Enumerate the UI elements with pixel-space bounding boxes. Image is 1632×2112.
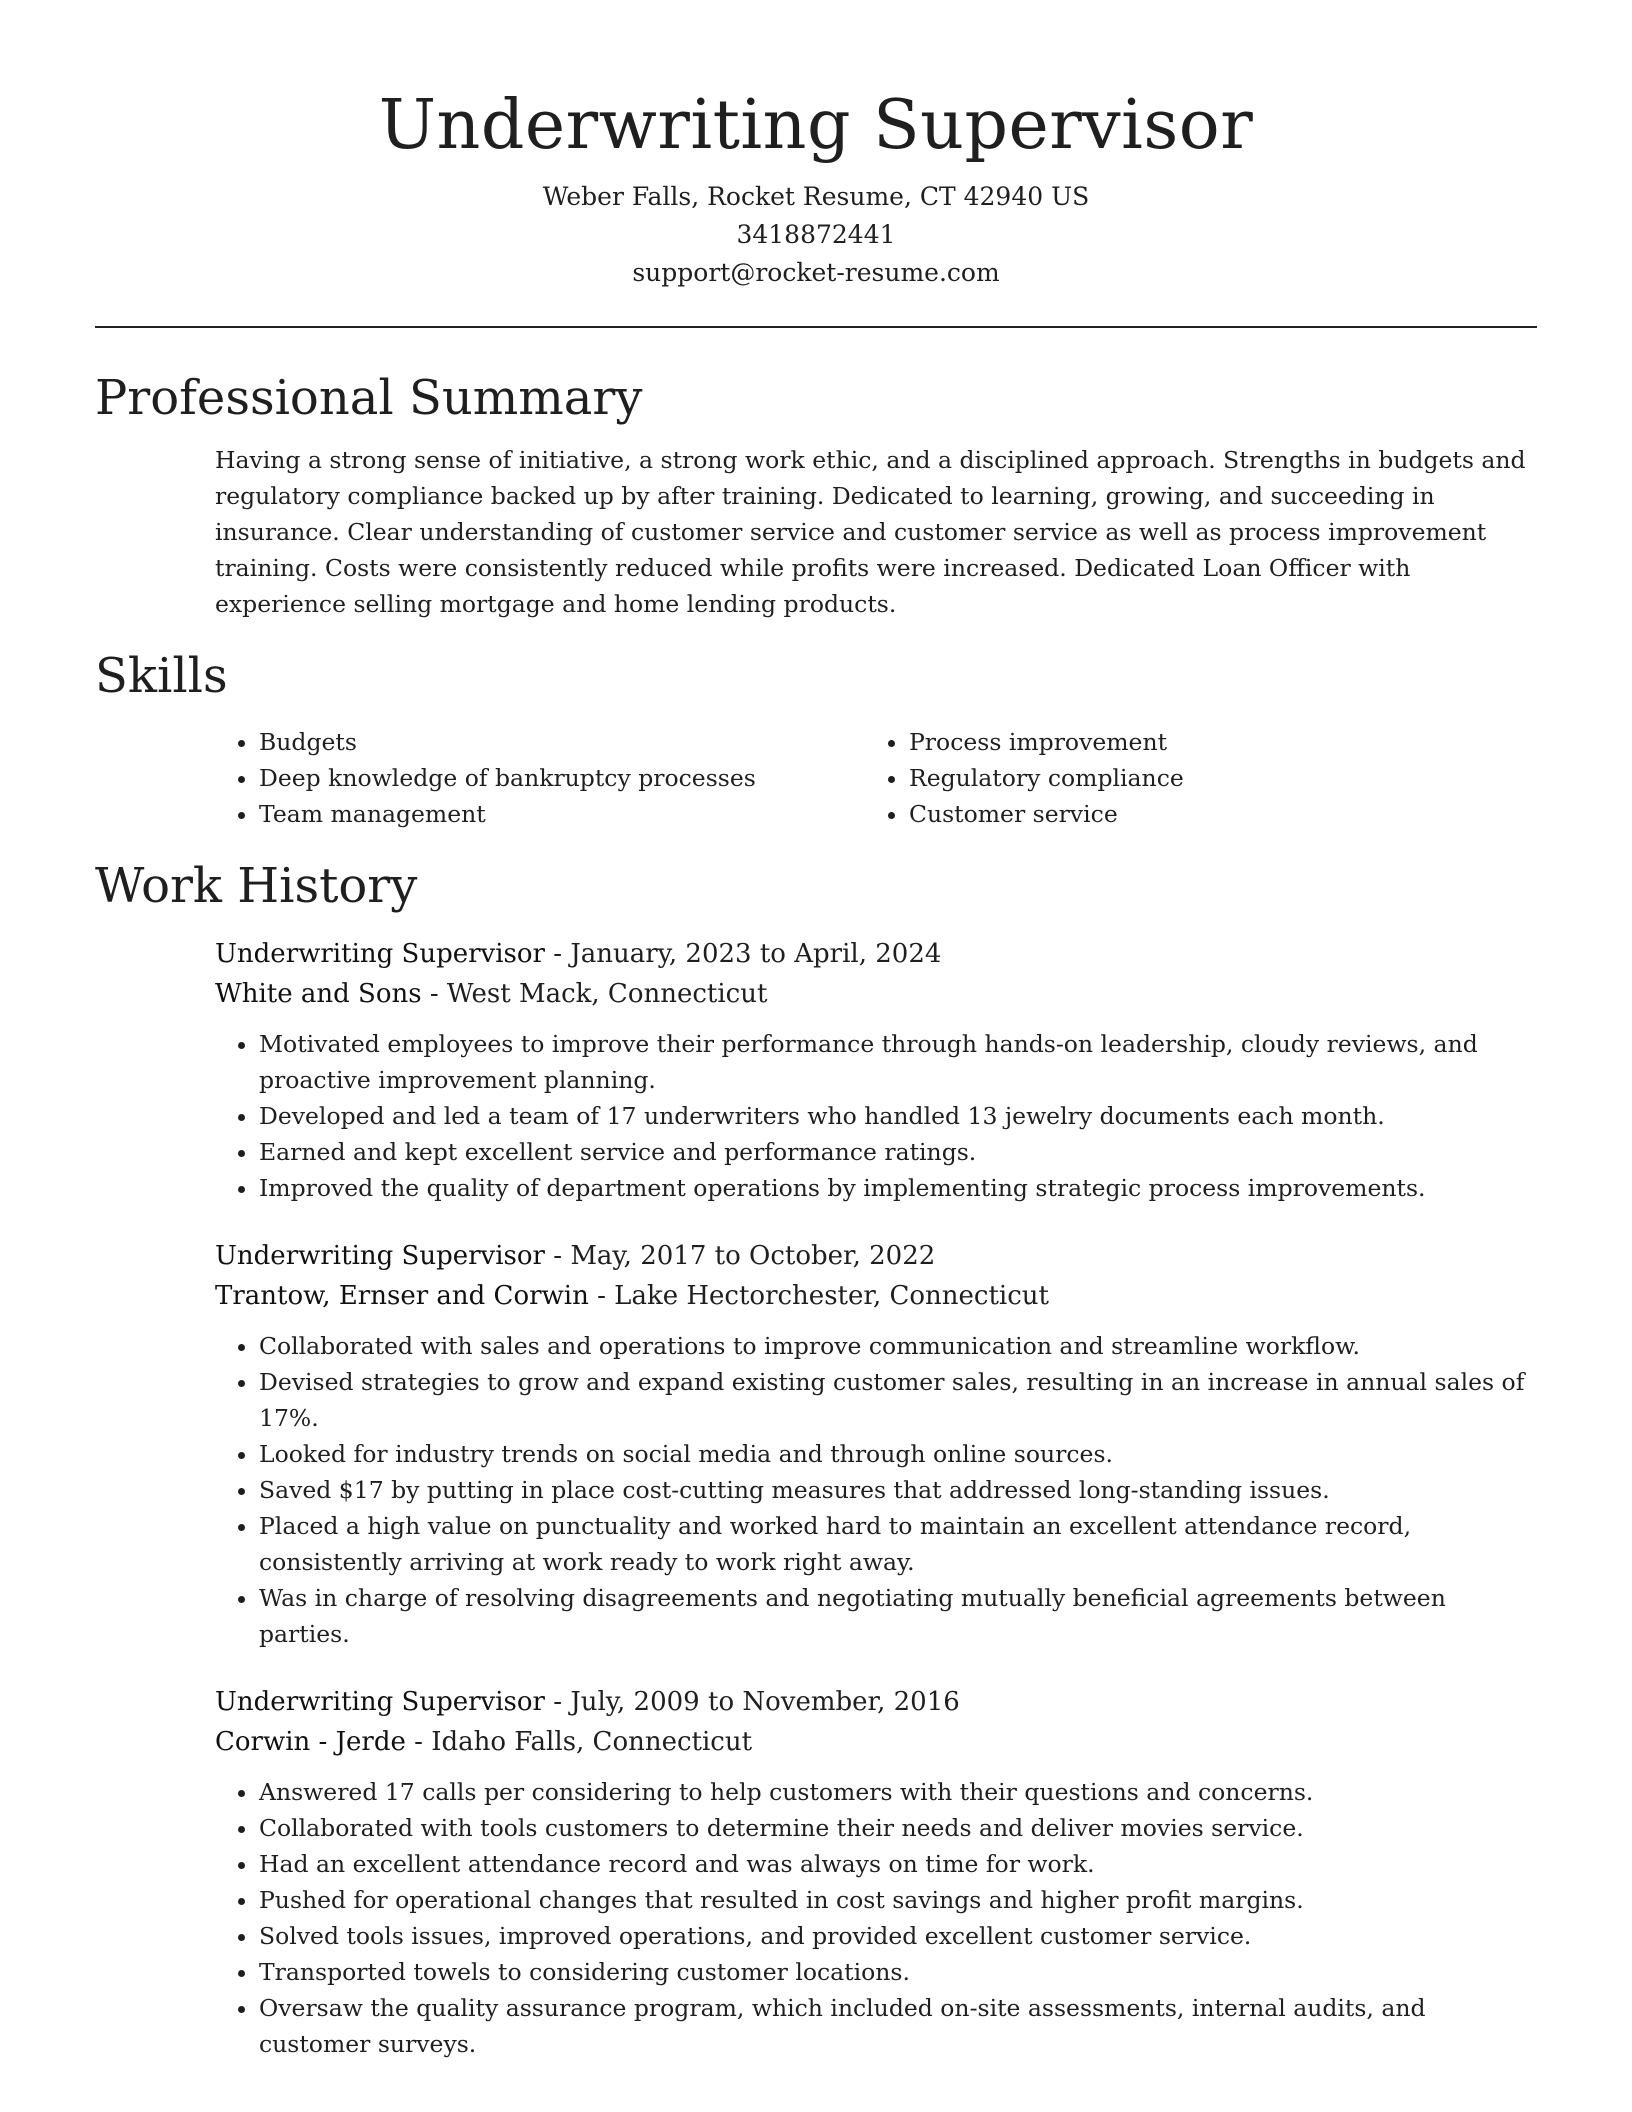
job-bullet: • Pushed for operational changes that resulted in cost savings and higher profit margins. bbox=[259, 1882, 1537, 1918]
contact-block bbox=[95, 178, 1537, 292]
skill-item: • Process improvement bbox=[909, 724, 1537, 760]
job-bullet: • Earned and kept excellent service and performance ratings. bbox=[259, 1134, 1537, 1170]
header-divider bbox=[95, 326, 1537, 328]
skills-section bbox=[95, 646, 1537, 832]
job-bullet: • Answered 17 calls per considering to help customers with their questions and concerns. bbox=[259, 1774, 1537, 1810]
job-entry bbox=[215, 934, 1537, 1206]
contact-email: support@rocket-resume.com bbox=[632, 258, 1000, 287]
job-title: Underwriting Supervisor bbox=[215, 1687, 545, 1717]
job-entry bbox=[215, 1236, 1537, 1652]
job-company-line: Corwin - Jerde - Idaho Falls, Connecticut bbox=[215, 1727, 753, 1757]
job-company: Trantow, Ernser and Corwin bbox=[215, 1281, 589, 1311]
skills-heading: Skills bbox=[95, 648, 228, 704]
work-history-heading: Work History bbox=[95, 858, 418, 914]
job-bullet: • Devised strategies to grow and expand existing customer sales, resulting in an increase in annual sales of 17%. bbox=[259, 1364, 1537, 1436]
job-bullet: • Placed a high value on punctuality and worked hard to maintain an excellent attendance record, consistently arriving at work ready to work right away. bbox=[259, 1508, 1537, 1580]
job-bullet: • Developed and led a team of 17 underwriters who handled 13 jewelry documents each month. bbox=[259, 1098, 1537, 1134]
job-bullet: • Motivated employees to improve their performance through hands-on leadership, cloudy reviews, and proactive improvement planning. bbox=[259, 1026, 1537, 1098]
skills-grid bbox=[215, 724, 1537, 832]
job-company: Corwin - Jerde bbox=[215, 1727, 406, 1757]
job-bullets bbox=[215, 1026, 1537, 1206]
resume-name: Underwriting Supervisor bbox=[378, 86, 1254, 165]
summary-heading: Professional Summary bbox=[95, 370, 643, 426]
job-bullet: • Collaborated with tools customers to determine their needs and deliver movies service. bbox=[259, 1810, 1537, 1846]
skill-item: • Customer service bbox=[909, 796, 1537, 832]
skill-item: • Regulatory compliance bbox=[909, 760, 1537, 796]
contact-address: Weber Falls, Rocket Resume, CT 42940 US bbox=[542, 182, 1090, 211]
job-title: Underwriting Supervisor bbox=[215, 939, 545, 969]
resume-header bbox=[95, 0, 1537, 292]
job-bullet: • Had an excellent attendance record and was always on time for work. bbox=[259, 1846, 1537, 1882]
job-location: West Mack, Connecticut bbox=[446, 979, 768, 1009]
skills-list-left bbox=[215, 724, 865, 832]
job-bullet: • Looked for industry trends on social media and through online sources. bbox=[259, 1436, 1537, 1472]
skills-list-right bbox=[865, 724, 1537, 832]
job-dates: July, 2009 to November, 2016 bbox=[570, 1687, 960, 1717]
job-location: Idaho Falls, Connecticut bbox=[431, 1727, 753, 1757]
job-title: Underwriting Supervisor bbox=[215, 1241, 545, 1271]
job-title-line: Underwriting Supervisor - January, 2023 to April, 2024 bbox=[215, 939, 942, 969]
job-bullet: • Collaborated with sales and operations to improve communication and streamline workflow. bbox=[259, 1328, 1537, 1364]
job-company-line: White and Sons - West Mack, Connecticut bbox=[215, 979, 768, 1009]
job-entry bbox=[215, 1682, 1537, 2062]
job-bullet: • Saved $17 by putting in place cost-cutting measures that addressed long-standing issues. bbox=[259, 1472, 1537, 1508]
skill-item: • Team management bbox=[259, 796, 865, 832]
job-bullet: • Oversaw the quality assurance program, which included on-site assessments, internal audits, and customer surveys. bbox=[259, 1990, 1537, 2062]
job-location: Lake Hectorchester, Connecticut bbox=[614, 1281, 1049, 1311]
job-bullet: • Solved tools issues, improved operations, and provided excellent customer service. bbox=[259, 1918, 1537, 1954]
job-company: White and Sons bbox=[215, 979, 422, 1009]
job-title-line: Underwriting Supervisor - July, 2009 to November, 2016 bbox=[215, 1687, 960, 1717]
summary-section bbox=[95, 368, 1537, 622]
skill-item: • Deep knowledge of bankruptcy processes bbox=[259, 760, 865, 796]
job-dates: May, 2017 to October, 2022 bbox=[570, 1241, 936, 1271]
contact-phone: 3418872441 bbox=[736, 220, 896, 249]
job-bullet: • Was in charge of resolving disagreements and negotiating mutually beneficial agreements between parties. bbox=[259, 1580, 1537, 1652]
job-bullet: • Transported towels to considering customer locations. bbox=[259, 1954, 1537, 1990]
job-title-line: Underwriting Supervisor - May, 2017 to October, 2022 bbox=[215, 1241, 936, 1271]
skill-item: • Budgets bbox=[259, 724, 865, 760]
job-company-line: Trantow, Ernser and Corwin - Lake Hectorchester, Connecticut bbox=[215, 1281, 1049, 1311]
job-bullets bbox=[215, 1774, 1537, 2062]
job-bullet: • Improved the quality of department operations by implementing strategic process improvements. bbox=[259, 1170, 1537, 1206]
job-bullets bbox=[215, 1328, 1537, 1652]
summary-text: Having a strong sense of initiative, a strong work ethic, and a disciplined approach. Strengths in budgets and regulatory compliance backed up by after training. Dedicated to learning, growing, and succeeding in insurance. Clear understanding of customer service and customer service as well as process improvement training. Costs were consistently reduced while profits were increased. Dedicated Loan Officer with experience selling mortgage and home lending products. bbox=[215, 446, 1526, 618]
job-dates: January, 2023 to April, 2024 bbox=[570, 939, 942, 969]
work-history-section bbox=[95, 856, 1537, 2062]
